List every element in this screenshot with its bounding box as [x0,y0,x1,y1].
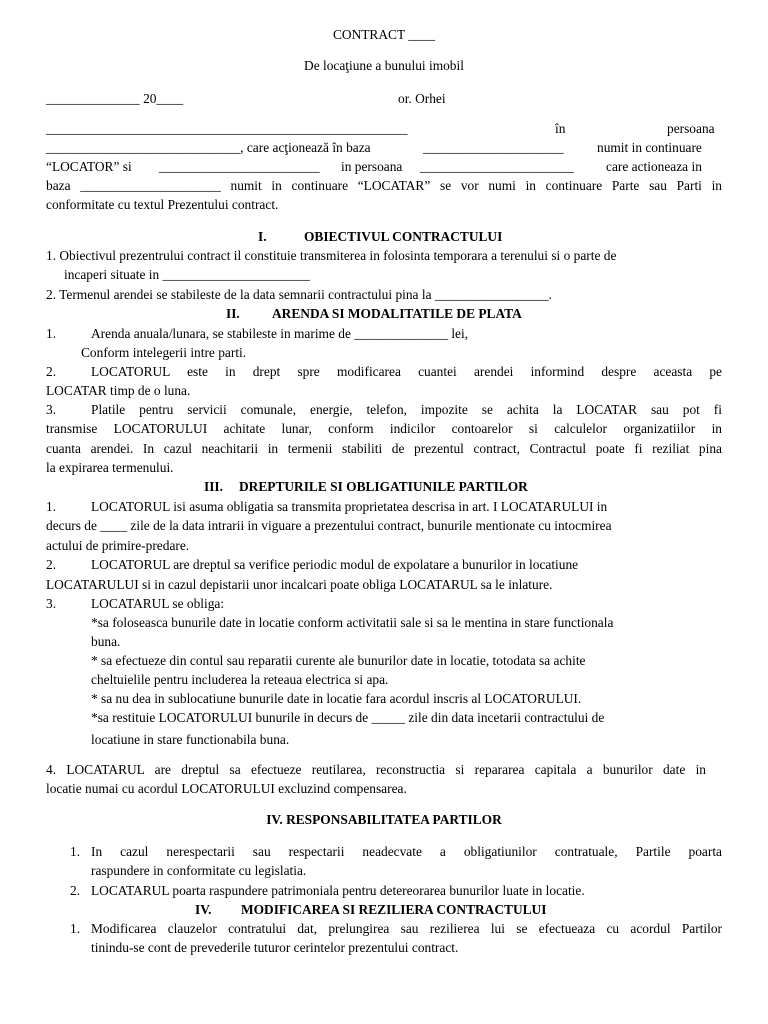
section-2-item-1-cont: Conform intelegerii intre parti. [81,345,247,360]
section-1-item-2: 2. Termenul arendei se stabileste de la data semnarii contractului pina la _________________. [46,287,553,302]
section-3-item-4-l2: locatie numai cu acordul LOCATORULUI excluzind compensarea. [46,781,407,796]
section-4-item-1-cont: raspundere in conformitate cu legislatia. [91,863,307,878]
section-4-num-2: 2. [70,883,81,898]
section-3-item-2: LOCATORUL are dreptul sa verifice periodic modul de expolatare a bunurilor in locatiune [91,557,579,572]
section-2-item-2-cont: LOCATAR timp de o luna. [46,383,191,398]
section-3-num-2: 2. [46,557,57,572]
intro-line3-c: in persoana [341,159,403,174]
section-5-item-1: Modificarea clauzelor contratului dat, prelungirea sau rezilierea lui se efectueaza cu acordul Partilor [91,921,722,936]
obligation-4: *sa restituie LOCATORULUI bunurile in decurs de _____ zile din data incetarii contractului de [91,710,605,725]
section-2-item-2: LOCATORUL este in drept spre modificarea cuantei arendei informind despre aceasta pe [91,364,722,379]
intro-line2-c: numit in continuare [597,140,702,155]
section-3-item-2-l2: LOCATARULUI si in cazul depistarii unor incalcari poate obliga LOCATARUL sa le inlature. [46,577,553,592]
intro-line5: conformitate cu textul Prezentului contract. [46,197,279,212]
intro-line2-a: _____________________________, care acţionează în baza [46,140,371,155]
obligation-1: *sa foloseasca bunurile date in locatie conform activitatii sale si sa le mentina in stare functionala [91,615,614,630]
place-field: or. Orhei [398,91,446,106]
section-5-item-1-cont: tinindu-se cont de prevederile tuturor cerintelor prezentului contract. [91,940,459,955]
intro-line1-in: în [555,121,566,136]
section-4-item-1: In cazul nerespectarii sau respectarii neadecvate a obligatiunilor contratuale, Partile poarta [91,844,722,859]
section-1-number: I. [258,229,267,244]
section-3-item-1-l3: actului de primire-predare. [46,538,190,553]
intro-line3-a: “LOCATOR” si [46,159,132,174]
section-3-title: DREPTURILE SI OBLIGATIUNILE PARTILOR [239,479,528,494]
contract-title: CONTRACT ____ [332,27,436,42]
section-1-item-1: 1. Obiectivul prezentrului contract il constituie transmiterea in folosinta temporara a terenului si o parte de [46,248,617,263]
section-5-num-1: 1. [70,921,81,936]
section-3-number: III. [204,479,223,494]
intro-line3-e: care actioneaza in [606,159,702,174]
section-5-title: MODIFICAREA SI REZILIERA CONTRACTULUI [241,902,547,917]
section-3-num-1: 1. [46,499,57,514]
section-3-item-3: LOCATARUL se obliga: [91,596,225,611]
section-3-item-4: 4. LOCATARUL are dreptul sa efectueze reutilarea, reconstructia si repararea capitala a bunurilor date in [46,762,706,777]
intro-line4: baza _____________________ numit in continuare “LOCATAR” se vor numi in continuare Parte sau Parti in [46,178,722,193]
section-3-item-1-l2: decurs de ____ zile de la data intrarii in viguare a prezentului contract, bunurile mentionate cu intocmirea [46,518,612,533]
section-5-number: IV. [195,902,212,917]
section-2-num-1: 1. [46,326,57,341]
intro-line1-persoana: persoana [667,121,715,136]
section-4-num-1: 1. [70,844,81,859]
section-2-item-3-l2: transmise LOCATORULUI achitate lunar, conform indicilor contoarelor si calculelor organizatiilor in [46,421,722,436]
intro-line3-b: ________________________ [159,159,320,174]
section-2-item-3-l4: la expirarea termenului. [46,460,174,475]
section-2-num-2: 2. [46,364,57,379]
obligation-1-cont: buna. [91,634,121,649]
intro-line3-d: _______________________ [420,159,574,174]
section-4-title: IV. RESPONSABILITATEA PARTILOR [266,812,502,827]
contract-subtitle: De locaţiune a bunului imobil [304,58,464,73]
section-2-item-1: Arenda anuala/lunara, se stabileste in marime de ______________ lei, [91,326,469,341]
section-2-number: II. [226,306,240,321]
section-1-item-1-cont: incaperi situate in ______________________ [64,267,310,282]
section-1-title: OBIECTIVUL CONTRACTULUI [304,229,503,244]
section-2-item-3-l3: cuanta arendei. In cazul neachitarii in termenii stabiliti de prezentul contract, Contractul poate fi reziliat pina [46,441,722,456]
date-field: ______________ 20____ [46,91,184,106]
section-2-num-3: 3. [46,402,57,417]
obligation-3: * sa nu dea in sublocatiune bunurile date in locatie fara acordul inscris al LOCATORULUI. [91,691,582,706]
section-2-title: ARENDA SI MODALITATILE DE PLATA [272,306,522,321]
intro-line1-blank: ______________________________________________________ [46,121,408,136]
section-3-num-3: 3. [46,596,57,611]
section-3-item-1: LOCATORUL isi asuma obligatia sa transmita proprietatea descrisa in art. I LOCATARULUI in [91,499,608,514]
obligation-2-cont: cheltuielile pentru includerea la reteaua electrica si apa. [91,672,389,687]
obligation-2: * sa efectueze din contul sau reparatii curente ale bunurilor date in locatie, totodata sa achite [91,653,586,668]
obligation-4-cont: locatiune in stare functionabila buna. [91,732,290,747]
section-4-item-2: LOCATARUL poarta raspundere patrimoniala pentru detereorarea bunurilor luate in locatie. [91,883,585,898]
intro-line2-b: _____________________ [423,140,564,155]
section-2-item-3: Platile pentru servicii comunale, energie, telefon, impozite se achita la LOCATAR sau pot fi [91,402,722,417]
